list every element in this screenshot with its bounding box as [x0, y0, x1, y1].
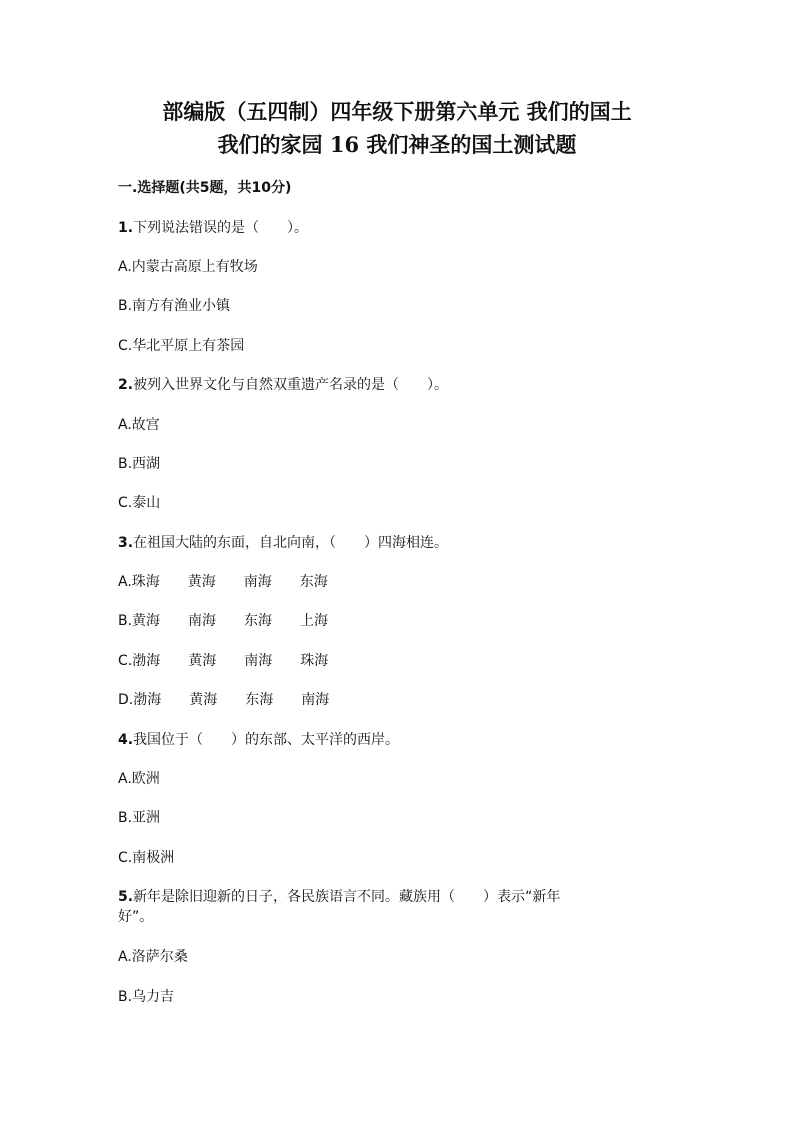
document-title-line-2: 我们的家园 16 我们神圣的国土测试题 [217, 132, 577, 157]
question-3-option-a: A.珠海 黄海 南海 东海 [118, 574, 328, 590]
question-1 [118, 218, 308, 238]
section-heading: 一.选择题(共5题，共10分) [118, 180, 292, 196]
question-text: 我国位于（ ）的东部、太平洋的西岸。 [133, 732, 400, 748]
question-3-option-b: B.黄海 南海 东海 上海 [118, 613, 329, 629]
question-5-option-a: A.洛萨尔桑 [118, 949, 188, 965]
question-text: 被列入世界文化与自然双重遗产名录的是（ ）。 [133, 377, 449, 393]
question-4-option-a: A.欧洲 [118, 771, 160, 787]
question-1-option-a: A.内蒙古高原上有牧场 [118, 259, 258, 275]
question-3-option-c: C.渤海 黄海 南海 珠海 [118, 653, 329, 669]
question-4-option-b: B.亚洲 [118, 810, 161, 826]
question-number: 5. [118, 889, 134, 905]
question-2-option-b: B.西湖 [118, 456, 161, 472]
question-2 [118, 375, 448, 395]
question-4 [118, 730, 399, 750]
document-title-line-1: 部编版（五四制）四年级下册第六单元 我们的国土 [162, 99, 632, 124]
question-number: 2. [118, 377, 134, 393]
question-2-option-a: A.故宫 [118, 417, 160, 433]
question-5-text-line-2: 好”。 [118, 909, 154, 925]
question-2-option-c: C.泰山 [118, 495, 161, 511]
question-4-option-c: C.南极洲 [118, 850, 175, 866]
question-number: 4. [118, 732, 134, 748]
question-3 [118, 533, 448, 553]
question-text-line-1: 新年是除旧迎新的日子，各民族语言不同。藏族用（ ）表示“新年 [133, 889, 561, 905]
question-number: 1. [118, 220, 134, 236]
question-text: 在祖国大陆的东面，自北向南，（ ）四海相连。 [133, 535, 449, 551]
question-5-option-b: B.乌力吉 [118, 989, 175, 1005]
question-1-option-b: B.南方有渔业小镇 [118, 298, 231, 314]
question-1-option-c: C.华北平原上有茶园 [118, 338, 245, 354]
question-text: 下列说法错误的是（ ）。 [133, 220, 309, 236]
question-number: 3. [118, 535, 134, 551]
question-5 [118, 887, 560, 907]
question-3-option-d: D.渤海 黄海 东海 南海 [118, 692, 330, 708]
